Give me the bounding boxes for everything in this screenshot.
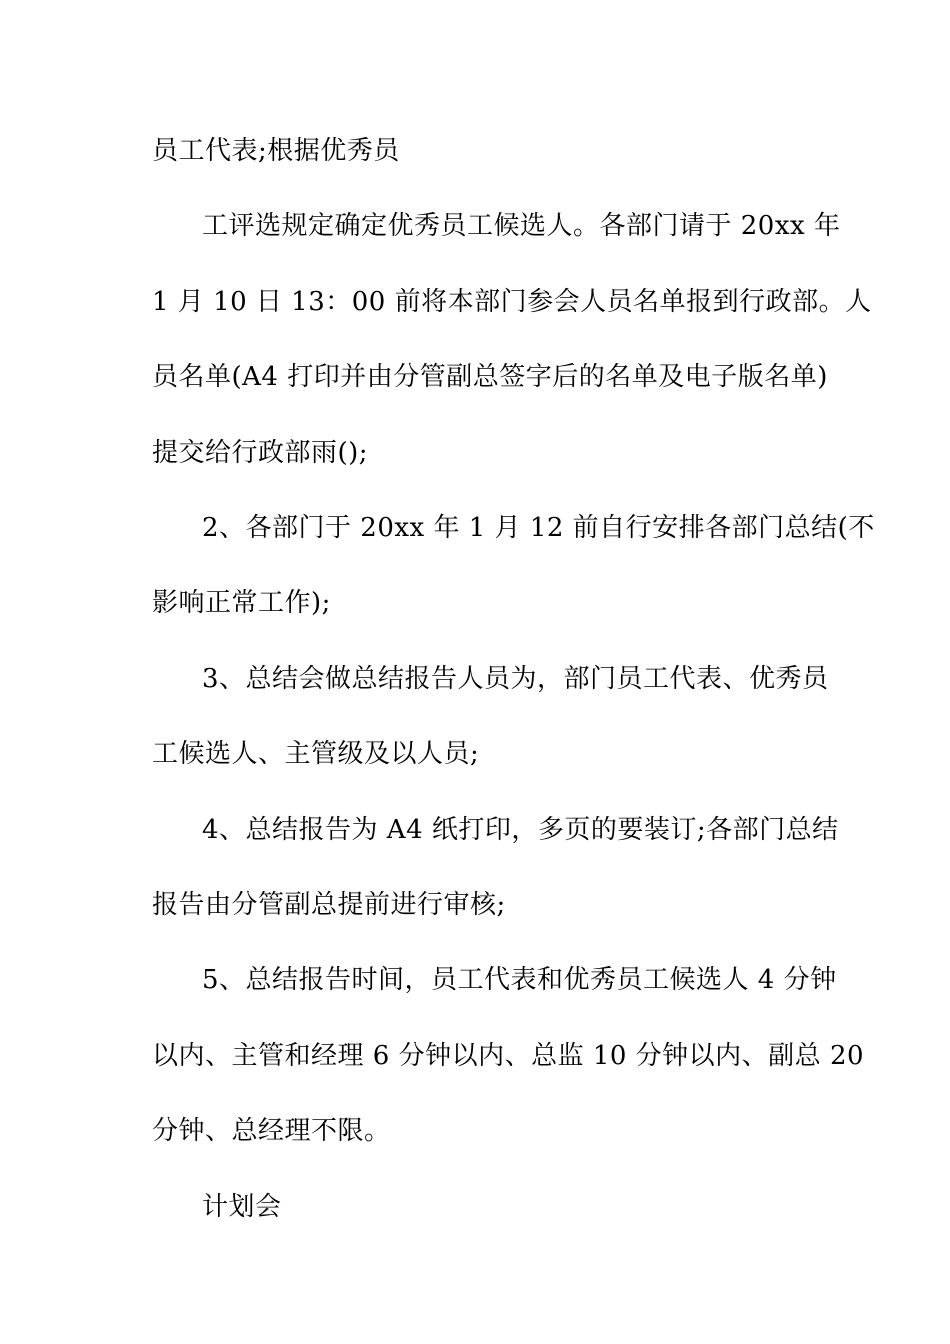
paragraph-line: 提交给行政部雨(); xyxy=(152,438,369,468)
paragraph-line: 3、总结会做总结报告人员为，部门员工代表、优秀员 xyxy=(202,664,829,694)
paragraph-line: 分钟、总经理不限。 xyxy=(152,1116,391,1146)
paragraph-line: 4、总结报告为 A4 纸打印，多页的要装订;各部门总结 xyxy=(202,815,839,845)
paragraph-line: 员名单(A4 打印并由分管副总签字后的名单及电子版名单) xyxy=(152,362,828,392)
paragraph-line: 2、各部门于 20xx 年 1 月 12 前自行安排各部门总结(不 xyxy=(202,513,875,543)
paragraph-line: 报告由分管副总提前进行审核; xyxy=(152,890,506,920)
paragraph-line: 5、总结报告时间，员工代表和优秀员工候选人 4 分钟 xyxy=(202,965,837,995)
paragraph-line: 影响正常工作); xyxy=(152,588,331,618)
paragraph-line: 以内、主管和经理 6 分钟以内、总监 10 分钟以内、副总 20 xyxy=(152,1041,865,1071)
paragraph-line: 1 月 10 日 13：00 前将本部门参会人员名单报到行政部。人 xyxy=(152,287,872,317)
paragraph-line: 工候选人、主管级及以人员; xyxy=(152,739,480,769)
paragraph-line: 工评选规定确定优秀员工候选人。各部门请于 20xx 年 xyxy=(202,211,841,241)
paragraph-line: 员工代表;根据优秀员 xyxy=(152,136,400,166)
section-heading: 计划会 xyxy=(202,1192,282,1222)
